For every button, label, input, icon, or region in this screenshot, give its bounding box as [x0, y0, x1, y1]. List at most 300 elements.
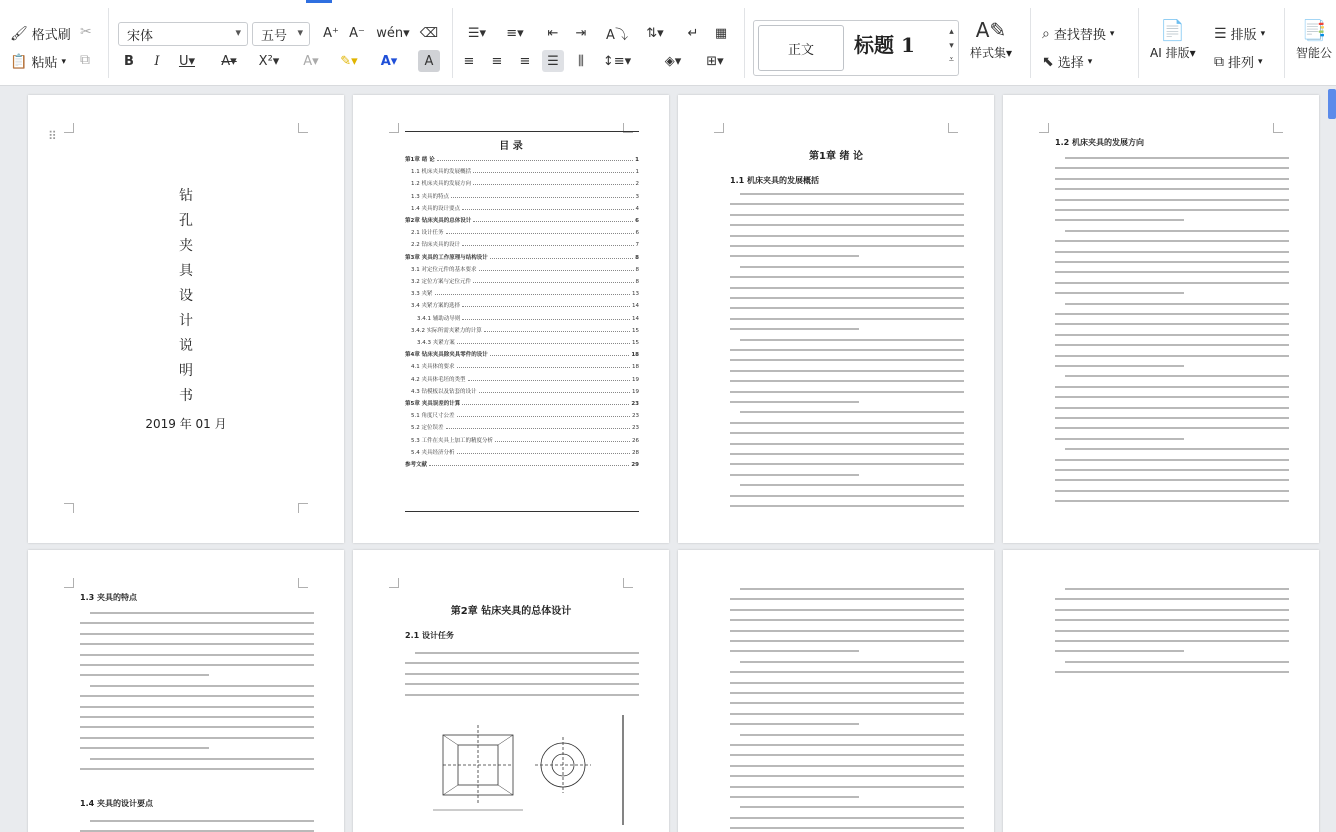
- superscript-icon[interactable]: X²▾: [258, 53, 280, 69]
- text-line: [1055, 323, 1289, 325]
- font-size-select[interactable]: 五号 ▾: [252, 22, 310, 46]
- arrange-icon: ⧉: [1214, 53, 1224, 70]
- toc-entry-label: 1.4 夹具的设计要点: [411, 205, 460, 212]
- text-line: [730, 224, 964, 226]
- numbered-list-icon[interactable]: ≡▾: [506, 25, 524, 41]
- toc-leader: [462, 306, 630, 307]
- text-line: [730, 235, 964, 237]
- text-line: [1055, 619, 1289, 621]
- ribbon-toolbar: [0, 0, 1336, 86]
- copy-button[interactable]: [80, 52, 90, 68]
- toc-entry[interactable]: [405, 399, 639, 407]
- text-line: [730, 318, 964, 320]
- text-line: [730, 391, 964, 393]
- toc-entry-page: 6: [635, 218, 639, 224]
- cover-title-char: 孔: [179, 213, 193, 229]
- toc-entry-label: 3.4.3 夹紧方案: [417, 340, 455, 346]
- page-5[interactable]: [28, 550, 344, 832]
- cover-title-char: 设: [179, 288, 193, 304]
- text-line: [1055, 598, 1289, 600]
- toc-entry-label: 5.3 工件在夹具上加工的精度分析: [411, 437, 493, 444]
- text-line: [1055, 469, 1289, 471]
- toc-entry[interactable]: [405, 253, 639, 261]
- text-line: [730, 744, 964, 746]
- separator: [452, 8, 453, 78]
- cursor-icon: ⬉: [1042, 53, 1054, 70]
- toc-leader: [479, 392, 631, 393]
- toc-leader: [462, 245, 634, 246]
- chapter-title: 第2章 钻床夹具的总体设计: [450, 606, 572, 617]
- distributed-align-icon[interactable]: ⫼: [578, 53, 584, 69]
- toc-entry-page: 23: [631, 401, 639, 407]
- separator: [744, 8, 745, 78]
- text-line: [1055, 500, 1289, 502]
- font-name-select[interactable]: 宋体 ▾: [118, 22, 248, 46]
- toc-entry[interactable]: [411, 423, 639, 431]
- text-line: [730, 349, 964, 351]
- toc-entry[interactable]: [411, 277, 639, 285]
- toc-leader: [457, 453, 631, 454]
- text-line: [730, 214, 964, 216]
- text-line: [1055, 199, 1289, 201]
- toc-entry-page: 23: [632, 425, 639, 432]
- page-4[interactable]: [1003, 95, 1319, 543]
- toc-entry-page: 6: [635, 230, 639, 237]
- text-line: [80, 706, 314, 708]
- toc-leader: [435, 294, 631, 295]
- text-line: [730, 276, 964, 278]
- text-line: [730, 453, 964, 455]
- toc-entry-label: 3.4 夹紧方案的选择: [411, 303, 460, 310]
- arrange-button[interactable]: ⧉ 排列 ▾: [1214, 53, 1263, 71]
- toc-entry[interactable]: [411, 362, 639, 370]
- toc-entry[interactable]: [411, 167, 639, 175]
- text-line: [730, 380, 964, 382]
- text-line: [740, 266, 964, 268]
- text-line: [730, 245, 964, 247]
- shrink-font-icon[interactable]: A⁻: [349, 25, 365, 41]
- text-line: [730, 817, 964, 819]
- text-line: [1055, 438, 1184, 440]
- text-line: [1055, 240, 1289, 242]
- toc-entry-label: 第1章 绪 论: [405, 157, 435, 163]
- toc-entry-page: 8: [635, 266, 639, 273]
- text-line: [730, 474, 859, 476]
- text-line: [405, 694, 639, 696]
- text-line: [740, 411, 964, 413]
- text-line: [90, 612, 314, 614]
- cover-title-char: 说: [179, 338, 193, 354]
- find-replace-button[interactable]: ⌕ 查找替换 ▾: [1042, 25, 1115, 43]
- toc-entry-label: 2.2 钻床夹具的设计: [411, 242, 460, 249]
- text-line: [1065, 303, 1289, 305]
- text-line: [730, 370, 964, 372]
- toc-entry[interactable]: [417, 314, 639, 322]
- page-8[interactable]: [1003, 550, 1319, 832]
- text-line: [90, 820, 314, 822]
- toc-entry-page: 29: [631, 462, 639, 468]
- text-line: [1055, 427, 1289, 429]
- text-line: [90, 685, 314, 687]
- align-right-icon[interactable]: ≡: [519, 53, 531, 69]
- text-line: [1055, 386, 1289, 388]
- section-heading: 1.3 夹具的特点: [80, 593, 137, 602]
- text-line: [1055, 178, 1289, 180]
- align-center-icon[interactable]: ≡: [491, 53, 503, 69]
- toc-entry[interactable]: [411, 411, 639, 419]
- text-line: [405, 683, 639, 685]
- toc-entry-label: 4.2 夹具体毛坯的类型: [411, 376, 466, 383]
- format-painter-button[interactable]: 🖌 格式刷: [10, 25, 71, 43]
- text-line: [1065, 157, 1289, 159]
- toc-entry[interactable]: [405, 350, 639, 358]
- text-line: [1065, 230, 1289, 232]
- layout-icon: ☰: [1214, 25, 1227, 42]
- bullet-list-icon[interactable]: ☰▾: [467, 25, 487, 41]
- text-line: [80, 747, 209, 749]
- text-line: [730, 307, 964, 309]
- toc-entry[interactable]: [405, 155, 639, 163]
- toc-leader: [457, 343, 630, 344]
- text-line: [1055, 365, 1184, 367]
- toc-entry[interactable]: [411, 228, 639, 236]
- text-line: [740, 193, 964, 195]
- text-line: [730, 463, 964, 465]
- strikethrough-icon[interactable]: A▾: [221, 53, 237, 69]
- text-line: [730, 495, 964, 497]
- text-line: [730, 505, 964, 507]
- text-line: [730, 432, 964, 434]
- toc-entry-page: 8: [635, 254, 639, 261]
- text-line: [730, 203, 964, 205]
- brush-icon: 🖌: [10, 25, 28, 42]
- page-chapter2[interactable]: [353, 550, 669, 832]
- text-line: [80, 695, 314, 697]
- toc-entry-page: 4: [635, 205, 639, 212]
- style-normal[interactable]: 正文: [758, 25, 844, 71]
- text-line: [740, 661, 964, 663]
- smart-button[interactable]: 📑 智能公: [1296, 18, 1333, 60]
- text-line: [730, 702, 964, 704]
- text-line: [80, 768, 314, 770]
- toc-leader: [473, 184, 634, 185]
- copy-icon: ⧉: [80, 52, 90, 68]
- text-line: [730, 765, 964, 767]
- font-color-icon[interactable]: A▾: [380, 53, 398, 69]
- select-button[interactable]: ⬉ 选择 ▾: [1042, 53, 1093, 71]
- toc-entry-label: 1.2 机床夹具的发展方向: [411, 181, 471, 188]
- text-line: [1055, 271, 1289, 273]
- toc-entry-label: 5.2 定位误差: [411, 425, 444, 432]
- cover-title-char: 书: [179, 388, 193, 404]
- text-line: [730, 297, 964, 299]
- chevron-down-icon: ▾: [1258, 56, 1263, 67]
- text-line: [1055, 188, 1289, 190]
- toc-entry-label: 3.4.1 辅助动导则: [417, 315, 461, 322]
- toc-entry[interactable]: [417, 338, 639, 346]
- ai-layout-button[interactable]: 📄 AI 排版▾: [1150, 18, 1196, 60]
- toc-entry-label: 5.4 夹具经济分析: [411, 449, 455, 456]
- toc-entry-label: 1.1 机床夹具的发展概括: [411, 169, 471, 176]
- toc-entry-label: 3.4.2 实际所需夹紧力的计算: [411, 327, 482, 334]
- text-line: [80, 633, 314, 635]
- chevron-down-icon: ▾: [1109, 28, 1115, 39]
- scissors-icon: ✂: [80, 24, 92, 40]
- text-line: [730, 786, 964, 788]
- toc-entry-label: 3.2 定位方案与定位元件: [411, 279, 471, 285]
- text-line: [730, 401, 859, 403]
- highlight-icon[interactable]: ✎▾: [340, 53, 358, 69]
- layout-button[interactable]: ☰ 排版 ▾: [1214, 25, 1266, 43]
- text-line: [740, 484, 964, 486]
- toc-entry-label: 参考文献: [405, 462, 428, 468]
- toc-leader: [495, 441, 630, 442]
- text-line: [730, 255, 859, 257]
- phonetic-guide-icon[interactable]: wén▾: [376, 25, 410, 41]
- text-line: [90, 758, 314, 760]
- toc-entry[interactable]: [411, 204, 639, 212]
- toc-leader: [473, 172, 634, 173]
- text-line: [740, 806, 964, 808]
- toc-entry[interactable]: [411, 240, 639, 248]
- text-line: [405, 673, 639, 675]
- chevron-down-icon: ▾: [235, 26, 241, 39]
- section-heading: 1.1 机床夹具的发展概括: [730, 176, 819, 185]
- text-effect-icon[interactable]: A▾: [303, 53, 319, 69]
- text-line: [730, 630, 964, 632]
- toc-leader: [457, 367, 631, 368]
- text-line: [1055, 334, 1289, 336]
- text-line: [730, 682, 964, 684]
- increase-indent-icon[interactable]: ⇥: [575, 25, 587, 41]
- style-gallery-scroll[interactable]: ▴ ▾ ⩡: [948, 27, 954, 65]
- text-line: [740, 588, 964, 590]
- text-line: [730, 827, 964, 829]
- text-line: [730, 723, 859, 725]
- text-line: [1055, 417, 1289, 419]
- text-line: [730, 775, 964, 777]
- toc-entry-label: 4.1 夹具体的要求: [411, 364, 455, 371]
- toc-entry-label: 4.3 钻模板以及钻套的设计: [411, 388, 477, 395]
- toc-entry[interactable]: [411, 179, 639, 187]
- text-line: [1055, 609, 1289, 611]
- text-line: [80, 664, 314, 666]
- style-gallery: [753, 20, 959, 76]
- toc-entry[interactable]: [411, 375, 639, 383]
- toc-entry-page: 28: [632, 449, 639, 456]
- cut-button[interactable]: [80, 24, 92, 40]
- cover-title-char: 钻: [179, 188, 193, 204]
- toc-entry-page: 3: [635, 193, 639, 200]
- text-direction-icon[interactable]: A⤵: [606, 27, 628, 43]
- active-tab-indicator: [306, 0, 332, 3]
- toc-entry-page: 1: [635, 169, 639, 176]
- underline-icon[interactable]: U▾: [178, 53, 196, 69]
- text-line: [80, 654, 314, 656]
- text-line: [405, 662, 639, 664]
- toc-leader: [462, 209, 634, 210]
- text-line: [730, 671, 964, 673]
- toc-leader: [484, 331, 630, 332]
- text-line: [80, 622, 314, 624]
- page-chapter1[interactable]: [678, 95, 994, 543]
- toc-entry-label: 3.1 对定位元件的基本要求: [411, 266, 477, 273]
- toc-entry-page: 19: [632, 388, 639, 395]
- table-icon[interactable]: ▦: [714, 25, 728, 41]
- text-line: [1055, 219, 1184, 221]
- text-line: [80, 716, 314, 718]
- style-heading1[interactable]: 标题 1: [854, 33, 915, 57]
- text-line: [740, 734, 964, 736]
- text-line: [730, 359, 964, 361]
- page-cover[interactable]: [28, 95, 344, 543]
- shading-icon[interactable]: ◈▾: [664, 53, 682, 69]
- toc-entry[interactable]: [405, 216, 639, 224]
- toc-entry-label: 第3章 夹具的工作原理与结构设计: [405, 254, 488, 261]
- section-heading: 1.2 机床夹具的发展方向: [1055, 138, 1144, 147]
- paste-button[interactable]: 📋 粘贴 ▾: [10, 53, 66, 71]
- chevron-down-icon: ▾: [1260, 28, 1266, 39]
- cover-title-char: 夹: [179, 238, 193, 254]
- text-line: [730, 796, 859, 798]
- toc-leader: [446, 233, 634, 234]
- line-spacing-icon[interactable]: ↕≡▾: [602, 53, 632, 69]
- text-line: [1065, 448, 1289, 450]
- toc-entry-label: 第2章 钻床夹具的总体设计: [405, 218, 472, 224]
- toc-entry[interactable]: [411, 265, 639, 273]
- toc-entry-page: 13: [632, 291, 639, 298]
- toc-leader: [462, 319, 630, 320]
- text-line: [1055, 630, 1289, 632]
- toc-entry[interactable]: [411, 387, 639, 395]
- text-line: [80, 737, 314, 739]
- toc-leader: [490, 355, 630, 356]
- drag-handle-icon[interactable]: ⠿: [48, 129, 57, 143]
- clear-format-icon[interactable]: ⌫: [419, 25, 439, 41]
- text-line: [730, 287, 964, 289]
- toc-leader: [479, 270, 634, 271]
- text-line: [1065, 661, 1289, 663]
- toc-entry-page: 1: [635, 157, 639, 163]
- toc-leader: [457, 416, 631, 417]
- toc-title: 目 录: [499, 141, 523, 152]
- chevron-down-icon: ▾: [1087, 56, 1093, 67]
- text-line: [415, 652, 639, 654]
- text-line: [1055, 251, 1289, 253]
- text-line: [1055, 396, 1289, 398]
- grow-font-icon[interactable]: A⁺: [323, 25, 339, 41]
- text-line: [1065, 375, 1289, 377]
- document-area[interactable]: [0, 87, 1336, 832]
- align-left-icon[interactable]: ≡: [463, 53, 475, 69]
- toc-entry[interactable]: [411, 436, 639, 444]
- toc-entry-page: 8: [635, 279, 639, 285]
- text-line: [1055, 292, 1184, 294]
- text-line: [1055, 167, 1289, 169]
- text-line: [730, 619, 964, 621]
- toc-leader: [446, 428, 631, 429]
- show-marks-icon[interactable]: ↵: [687, 25, 699, 41]
- toc-entry-label: 5.1 角度尺寸公差: [411, 413, 455, 420]
- toc-entry-page: 15: [632, 340, 639, 346]
- section-heading: 1.4 夹具的设计要点: [80, 799, 153, 808]
- text-line: [730, 598, 964, 600]
- style-set-button[interactable]: A✎ 样式集▾: [970, 18, 1013, 60]
- toc-entry-page: 26: [632, 437, 639, 444]
- toc-entry-label: 第5章 夹具误差的计算: [405, 401, 461, 407]
- style-set-icon: A✎: [975, 18, 1007, 42]
- toc-entry-page: 14: [632, 315, 639, 322]
- toc-entry-page: 15: [632, 327, 639, 334]
- text-line: [730, 328, 859, 330]
- text-line: [80, 643, 314, 645]
- search-icon: ⌕: [1042, 25, 1050, 42]
- clipboard-icon: 📋: [10, 53, 28, 70]
- toc-entry-label: 1.3 夹具的特点: [411, 193, 449, 200]
- toc-entry-page: 18: [632, 364, 639, 371]
- text-line: [1055, 479, 1289, 481]
- chapter-title: 第1章 绪 论: [809, 151, 863, 162]
- toc-leader: [490, 258, 633, 259]
- vertical-scrollbar[interactable]: [1328, 89, 1336, 119]
- toc-entry-page: 23: [632, 413, 639, 420]
- page-toc[interactable]: [353, 95, 669, 543]
- toc-entry[interactable]: [411, 289, 639, 297]
- smart-doc-icon: 📑: [1301, 18, 1327, 42]
- toc-entry[interactable]: [411, 448, 639, 456]
- toc-leader: [473, 221, 633, 222]
- toc-entry-page: 18: [631, 352, 639, 359]
- text-line: [1055, 640, 1289, 642]
- text-line: [730, 692, 964, 694]
- text-line: [1065, 588, 1289, 590]
- sort-icon[interactable]: ⇅▾: [646, 25, 664, 41]
- toc-entry-page: 2: [635, 181, 639, 188]
- section-heading: 2.1 设计任务: [405, 631, 454, 640]
- separator: [1284, 8, 1285, 78]
- ai-document-icon: 📄: [1160, 18, 1186, 42]
- cover-date: 2019 年 01 月: [145, 417, 227, 431]
- toc-entry[interactable]: [411, 192, 639, 200]
- toc-leader: [451, 197, 634, 198]
- text-line: [1055, 459, 1289, 461]
- text-line: [80, 674, 209, 676]
- decrease-indent-icon[interactable]: ⇤: [547, 25, 559, 41]
- toc-entry-label: 第4章 钻床夹具除夹具零件的设计: [405, 352, 488, 359]
- italic-icon[interactable]: I: [154, 53, 160, 69]
- cover-title-char: 计: [179, 313, 193, 329]
- borders-icon[interactable]: ⊞▾: [706, 53, 724, 69]
- text-line: [730, 640, 964, 642]
- page-7[interactable]: [678, 550, 994, 832]
- text-line: [730, 754, 964, 756]
- chevron-down-icon: ▾: [61, 56, 66, 67]
- toc-leader: [468, 380, 631, 381]
- text-line: [1055, 355, 1289, 357]
- cover-title-char: 具: [179, 263, 193, 279]
- toc-entry[interactable]: [405, 460, 639, 468]
- toc-leader: [429, 465, 629, 466]
- toc-entry[interactable]: [411, 301, 639, 309]
- align-justify-icon[interactable]: ☰: [542, 50, 564, 72]
- text-line: [1055, 261, 1289, 263]
- text-line: [1055, 650, 1184, 652]
- bold-icon[interactable]: B: [124, 53, 134, 69]
- toc-entry[interactable]: [411, 326, 639, 334]
- separator: [108, 8, 109, 78]
- text-line: [730, 422, 964, 424]
- char-shading-icon[interactable]: A: [418, 50, 440, 72]
